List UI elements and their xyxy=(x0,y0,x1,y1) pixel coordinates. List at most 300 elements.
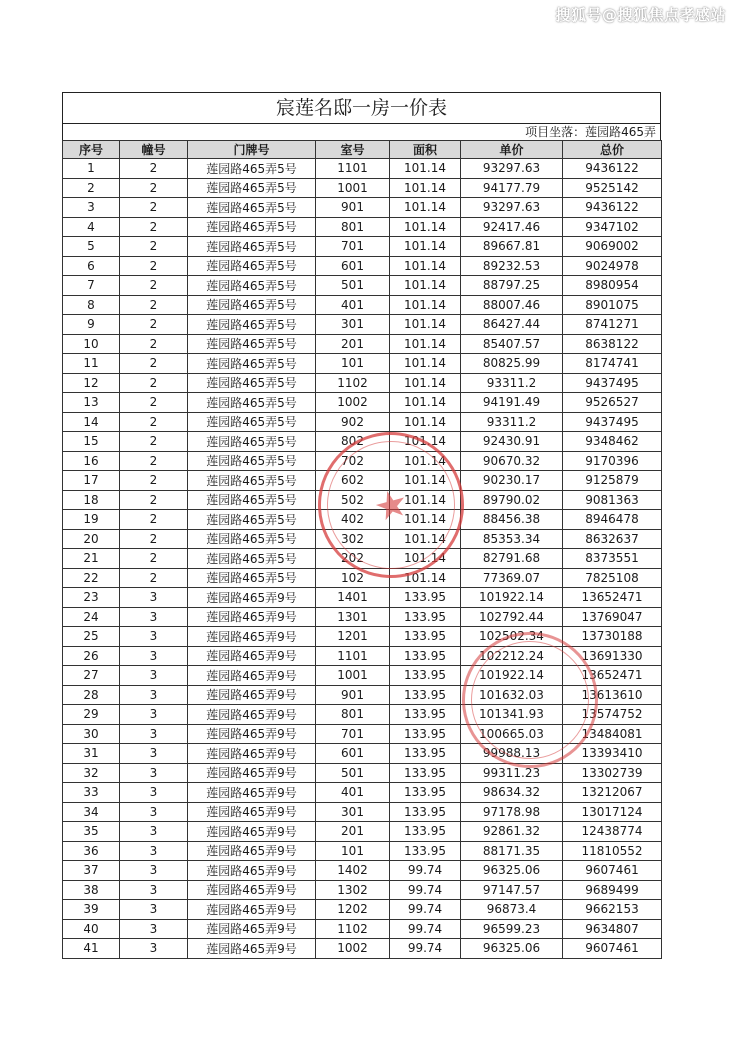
table-row xyxy=(63,529,662,549)
cell-total-price: 9348462 xyxy=(563,432,662,452)
cell-unit-price: 88456.38 xyxy=(461,510,563,530)
cell-unit-price: 89232.53 xyxy=(461,256,563,276)
cell-building: 2 xyxy=(120,276,188,296)
cell-index: 12 xyxy=(63,373,120,393)
cell-index: 22 xyxy=(63,568,120,588)
table-row xyxy=(63,880,662,900)
cell-address: 莲园路465弄9号 xyxy=(188,861,316,881)
cell-building: 3 xyxy=(120,841,188,861)
cell-total-price: 7825108 xyxy=(563,568,662,588)
cell-address: 莲园路465弄5号 xyxy=(188,256,316,276)
cell-address: 莲园路465弄5号 xyxy=(188,354,316,374)
cell-unit-price: 88797.25 xyxy=(461,276,563,296)
cell-building: 2 xyxy=(120,529,188,549)
table-row xyxy=(63,159,662,179)
cell-address: 莲园路465弄5号 xyxy=(188,373,316,393)
cell-building: 2 xyxy=(120,451,188,471)
table-row xyxy=(63,354,662,374)
cell-room: 1002 xyxy=(316,393,390,413)
table-row xyxy=(63,295,662,315)
header-room: 室号 xyxy=(316,141,390,159)
cell-address: 莲园路465弄5号 xyxy=(188,159,316,179)
cell-area: 133.95 xyxy=(390,841,461,861)
cell-room: 401 xyxy=(316,295,390,315)
cell-total-price: 8638122 xyxy=(563,334,662,354)
cell-building: 2 xyxy=(120,471,188,491)
cell-index: 41 xyxy=(63,939,120,959)
cell-address: 莲园路465弄9号 xyxy=(188,841,316,861)
cell-building: 2 xyxy=(120,412,188,432)
cell-total-price: 13769047 xyxy=(563,607,662,627)
cell-area: 99.74 xyxy=(390,861,461,881)
cell-total-price: 9634807 xyxy=(563,919,662,939)
cell-room: 101 xyxy=(316,354,390,374)
table-row xyxy=(63,412,662,432)
cell-unit-price: 92417.46 xyxy=(461,217,563,237)
cell-room: 502 xyxy=(316,490,390,510)
cell-area: 101.14 xyxy=(390,471,461,491)
cell-total-price: 9081363 xyxy=(563,490,662,510)
header-area: 面积 xyxy=(390,141,461,159)
cell-unit-price: 86427.44 xyxy=(461,315,563,335)
table-row xyxy=(63,432,662,452)
cell-address: 莲园路465弄9号 xyxy=(188,919,316,939)
cell-address: 莲园路465弄5号 xyxy=(188,432,316,452)
cell-building: 2 xyxy=(120,490,188,510)
cell-area: 133.95 xyxy=(390,685,461,705)
cell-total-price: 9436122 xyxy=(563,159,662,179)
cell-room: 102 xyxy=(316,568,390,588)
cell-room: 901 xyxy=(316,198,390,218)
cell-room: 501 xyxy=(316,763,390,783)
cell-building: 2 xyxy=(120,315,188,335)
cell-address: 莲园路465弄5号 xyxy=(188,451,316,471)
table-row xyxy=(63,471,662,491)
cell-address: 莲园路465弄5号 xyxy=(188,315,316,335)
table-row xyxy=(63,276,662,296)
cell-unit-price: 90230.17 xyxy=(461,471,563,491)
cell-unit-price: 85353.34 xyxy=(461,529,563,549)
project-location: 项目坐落：莲园路465弄 xyxy=(62,123,661,140)
cell-total-price: 9436122 xyxy=(563,198,662,218)
cell-building: 3 xyxy=(120,763,188,783)
cell-address: 莲园路465弄9号 xyxy=(188,685,316,705)
cell-total-price: 9437495 xyxy=(563,373,662,393)
cell-room: 801 xyxy=(316,217,390,237)
cell-index: 2 xyxy=(63,178,120,198)
cell-total-price: 8980954 xyxy=(563,276,662,296)
cell-building: 3 xyxy=(120,880,188,900)
sheet-title: 宸莲名邸一房一价表 xyxy=(62,92,661,123)
cell-total-price: 13393410 xyxy=(563,744,662,764)
cell-room: 201 xyxy=(316,822,390,842)
cell-area: 133.95 xyxy=(390,783,461,803)
cell-index: 33 xyxy=(63,783,120,803)
cell-address: 莲园路465弄9号 xyxy=(188,783,316,803)
cell-area: 101.14 xyxy=(390,315,461,335)
cell-index: 5 xyxy=(63,237,120,257)
cell-total-price: 9662153 xyxy=(563,900,662,920)
cell-total-price: 8946478 xyxy=(563,510,662,530)
cell-unit-price: 99988.13 xyxy=(461,744,563,764)
cell-total-price: 9125879 xyxy=(563,471,662,491)
cell-room: 1001 xyxy=(316,178,390,198)
cell-building: 2 xyxy=(120,354,188,374)
cell-room: 1202 xyxy=(316,900,390,920)
cell-unit-price: 89667.81 xyxy=(461,237,563,257)
cell-room: 101 xyxy=(316,841,390,861)
cell-address: 莲园路465弄9号 xyxy=(188,802,316,822)
table-row xyxy=(63,237,662,257)
cell-area: 99.74 xyxy=(390,919,461,939)
cell-total-price: 9347102 xyxy=(563,217,662,237)
cell-unit-price: 102502.34 xyxy=(461,627,563,647)
cell-building: 3 xyxy=(120,802,188,822)
cell-room: 901 xyxy=(316,685,390,705)
cell-area: 99.74 xyxy=(390,880,461,900)
cell-total-price: 9526527 xyxy=(563,393,662,413)
table-row xyxy=(63,588,662,608)
cell-unit-price: 94191.49 xyxy=(461,393,563,413)
header-unit-price: 单价 xyxy=(461,141,563,159)
cell-address: 莲园路465弄9号 xyxy=(188,724,316,744)
cell-area: 133.95 xyxy=(390,802,461,822)
cell-index: 34 xyxy=(63,802,120,822)
cell-total-price: 9170396 xyxy=(563,451,662,471)
cell-building: 2 xyxy=(120,159,188,179)
cell-unit-price: 88007.46 xyxy=(461,295,563,315)
table-header-row xyxy=(63,141,662,159)
table-row xyxy=(63,217,662,237)
cell-address: 莲园路465弄9号 xyxy=(188,588,316,608)
cell-building: 3 xyxy=(120,861,188,881)
table-body xyxy=(63,159,662,959)
table-row xyxy=(63,393,662,413)
cell-unit-price: 96325.06 xyxy=(461,939,563,959)
cell-building: 2 xyxy=(120,237,188,257)
cell-address: 莲园路465弄5号 xyxy=(188,510,316,530)
cell-index: 6 xyxy=(63,256,120,276)
cell-index: 38 xyxy=(63,880,120,900)
cell-address: 莲园路465弄9号 xyxy=(188,646,316,666)
table-row xyxy=(63,334,662,354)
cell-unit-price: 94177.79 xyxy=(461,178,563,198)
cell-index: 32 xyxy=(63,763,120,783)
cell-area: 101.14 xyxy=(390,256,461,276)
table-row xyxy=(63,685,662,705)
cell-room: 801 xyxy=(316,705,390,725)
price-sheet xyxy=(62,92,661,959)
cell-index: 30 xyxy=(63,724,120,744)
seal-star-icon: ★ xyxy=(368,479,414,531)
cell-address: 莲园路465弄5号 xyxy=(188,393,316,413)
header-total-price: 总价 xyxy=(563,141,662,159)
cell-total-price: 13613610 xyxy=(563,685,662,705)
cell-total-price: 13212067 xyxy=(563,783,662,803)
cell-area: 101.14 xyxy=(390,237,461,257)
cell-area: 101.14 xyxy=(390,198,461,218)
cell-total-price: 13730188 xyxy=(563,627,662,647)
header-building: 幢号 xyxy=(120,141,188,159)
cell-area: 101.14 xyxy=(390,490,461,510)
cell-total-price: 13652471 xyxy=(563,666,662,686)
cell-address: 莲园路465弄5号 xyxy=(188,237,316,257)
cell-total-price: 9525142 xyxy=(563,178,662,198)
cell-area: 101.14 xyxy=(390,412,461,432)
cell-area: 101.14 xyxy=(390,451,461,471)
cell-index: 21 xyxy=(63,549,120,569)
cell-area: 101.14 xyxy=(390,549,461,569)
cell-index: 13 xyxy=(63,393,120,413)
cell-index: 14 xyxy=(63,412,120,432)
cell-address: 莲园路465弄9号 xyxy=(188,900,316,920)
cell-total-price: 8741271 xyxy=(563,315,662,335)
cell-room: 601 xyxy=(316,744,390,764)
cell-building: 3 xyxy=(120,705,188,725)
cell-building: 3 xyxy=(120,783,188,803)
cell-address: 莲园路465弄5号 xyxy=(188,334,316,354)
table-row xyxy=(63,178,662,198)
cell-area: 133.95 xyxy=(390,588,461,608)
cell-unit-price: 97147.57 xyxy=(461,880,563,900)
cell-address: 莲园路465弄5号 xyxy=(188,217,316,237)
cell-index: 20 xyxy=(63,529,120,549)
table-row xyxy=(63,568,662,588)
cell-unit-price: 82791.68 xyxy=(461,549,563,569)
cell-room: 301 xyxy=(316,315,390,335)
cell-building: 3 xyxy=(120,939,188,959)
table-row xyxy=(63,666,662,686)
cell-building: 2 xyxy=(120,373,188,393)
cell-index: 9 xyxy=(63,315,120,335)
table-row xyxy=(63,315,662,335)
cell-room: 1402 xyxy=(316,861,390,881)
cell-room: 302 xyxy=(316,529,390,549)
cell-unit-price: 100665.03 xyxy=(461,724,563,744)
cell-area: 133.95 xyxy=(390,744,461,764)
table-row xyxy=(63,939,662,959)
cell-address: 莲园路465弄9号 xyxy=(188,607,316,627)
cell-area: 101.14 xyxy=(390,393,461,413)
cell-unit-price: 80825.99 xyxy=(461,354,563,374)
cell-room: 702 xyxy=(316,451,390,471)
cell-room: 1201 xyxy=(316,627,390,647)
cell-building: 3 xyxy=(120,646,188,666)
cell-building: 2 xyxy=(120,568,188,588)
cell-area: 101.14 xyxy=(390,529,461,549)
cell-total-price: 13017124 xyxy=(563,802,662,822)
cell-address: 莲园路465弄5号 xyxy=(188,178,316,198)
cell-area: 101.14 xyxy=(390,510,461,530)
cell-unit-price: 85407.57 xyxy=(461,334,563,354)
cell-unit-price: 96599.23 xyxy=(461,919,563,939)
cell-total-price: 9607461 xyxy=(563,939,662,959)
table-row xyxy=(63,724,662,744)
cell-building: 2 xyxy=(120,198,188,218)
table-row xyxy=(63,783,662,803)
table-row xyxy=(63,607,662,627)
table-row xyxy=(63,490,662,510)
cell-total-price: 9607461 xyxy=(563,861,662,881)
table-row xyxy=(63,744,662,764)
table-row xyxy=(63,822,662,842)
cell-index: 35 xyxy=(63,822,120,842)
table-row xyxy=(63,900,662,920)
cell-room: 501 xyxy=(316,276,390,296)
cell-area: 133.95 xyxy=(390,822,461,842)
cell-total-price: 8632637 xyxy=(563,529,662,549)
cell-unit-price: 92430.91 xyxy=(461,432,563,452)
cell-building: 2 xyxy=(120,432,188,452)
cell-index: 1 xyxy=(63,159,120,179)
cell-building: 3 xyxy=(120,607,188,627)
cell-index: 17 xyxy=(63,471,120,491)
cell-room: 301 xyxy=(316,802,390,822)
cell-address: 莲园路465弄5号 xyxy=(188,568,316,588)
cell-unit-price: 93297.63 xyxy=(461,198,563,218)
cell-unit-price: 77369.07 xyxy=(461,568,563,588)
cell-room: 1102 xyxy=(316,919,390,939)
cell-area: 101.14 xyxy=(390,178,461,198)
cell-building: 2 xyxy=(120,393,188,413)
cell-unit-price: 101922.14 xyxy=(461,588,563,608)
cell-room: 1401 xyxy=(316,588,390,608)
cell-area: 101.14 xyxy=(390,568,461,588)
cell-index: 25 xyxy=(63,627,120,647)
cell-unit-price: 101341.93 xyxy=(461,705,563,725)
cell-index: 24 xyxy=(63,607,120,627)
table-row xyxy=(63,451,662,471)
cell-index: 7 xyxy=(63,276,120,296)
cell-address: 莲园路465弄5号 xyxy=(188,412,316,432)
cell-total-price: 13302739 xyxy=(563,763,662,783)
cell-area: 101.14 xyxy=(390,354,461,374)
cell-index: 40 xyxy=(63,919,120,939)
cell-building: 3 xyxy=(120,724,188,744)
cell-address: 莲园路465弄9号 xyxy=(188,763,316,783)
cell-unit-price: 102792.44 xyxy=(461,607,563,627)
cell-total-price: 9689499 xyxy=(563,880,662,900)
price-table xyxy=(62,140,662,959)
cell-building: 3 xyxy=(120,744,188,764)
cell-total-price: 9069002 xyxy=(563,237,662,257)
cell-total-price: 8901075 xyxy=(563,295,662,315)
cell-unit-price: 93311.2 xyxy=(461,373,563,393)
cell-area: 101.14 xyxy=(390,432,461,452)
cell-unit-price: 93297.63 xyxy=(461,159,563,179)
table-row xyxy=(63,646,662,666)
cell-area: 101.14 xyxy=(390,295,461,315)
cell-address: 莲园路465弄5号 xyxy=(188,295,316,315)
cell-total-price: 11810552 xyxy=(563,841,662,861)
cell-index: 39 xyxy=(63,900,120,920)
cell-total-price: 9024978 xyxy=(563,256,662,276)
cell-room: 701 xyxy=(316,724,390,744)
cell-building: 3 xyxy=(120,685,188,705)
cell-index: 8 xyxy=(63,295,120,315)
cell-building: 2 xyxy=(120,217,188,237)
cell-unit-price: 101922.14 xyxy=(461,666,563,686)
cell-room: 1001 xyxy=(316,666,390,686)
cell-address: 莲园路465弄5号 xyxy=(188,529,316,549)
cell-building: 2 xyxy=(120,295,188,315)
cell-room: 802 xyxy=(316,432,390,452)
table-row xyxy=(63,373,662,393)
cell-address: 莲园路465弄5号 xyxy=(188,471,316,491)
cell-total-price: 9437495 xyxy=(563,412,662,432)
watermark-text: 搜狐号@搜狐焦点孝感站 xyxy=(555,6,726,24)
cell-index: 11 xyxy=(63,354,120,374)
table-row xyxy=(63,256,662,276)
cell-building: 2 xyxy=(120,178,188,198)
cell-area: 133.95 xyxy=(390,627,461,647)
cell-area: 101.14 xyxy=(390,159,461,179)
table-row xyxy=(63,510,662,530)
cell-area: 101.14 xyxy=(390,334,461,354)
table-row xyxy=(63,705,662,725)
table-row xyxy=(63,198,662,218)
cell-room: 1301 xyxy=(316,607,390,627)
cell-building: 3 xyxy=(120,822,188,842)
table-row xyxy=(63,627,662,647)
cell-index: 31 xyxy=(63,744,120,764)
cell-total-price: 13691330 xyxy=(563,646,662,666)
cell-unit-price: 88171.35 xyxy=(461,841,563,861)
cell-unit-price: 99311.23 xyxy=(461,763,563,783)
cell-area: 133.95 xyxy=(390,763,461,783)
table-row xyxy=(63,549,662,569)
cell-building: 2 xyxy=(120,334,188,354)
cell-unit-price: 96325.06 xyxy=(461,861,563,881)
cell-index: 23 xyxy=(63,588,120,608)
cell-building: 2 xyxy=(120,256,188,276)
cell-index: 26 xyxy=(63,646,120,666)
cell-address: 莲园路465弄9号 xyxy=(188,744,316,764)
cell-unit-price: 93311.2 xyxy=(461,412,563,432)
cell-index: 16 xyxy=(63,451,120,471)
cell-unit-price: 92861.32 xyxy=(461,822,563,842)
cell-room: 402 xyxy=(316,510,390,530)
cell-address: 莲园路465弄9号 xyxy=(188,666,316,686)
cell-room: 602 xyxy=(316,471,390,491)
cell-index: 29 xyxy=(63,705,120,725)
cell-room: 601 xyxy=(316,256,390,276)
header-index: 序号 xyxy=(63,141,120,159)
cell-index: 18 xyxy=(63,490,120,510)
cell-room: 401 xyxy=(316,783,390,803)
cell-index: 36 xyxy=(63,841,120,861)
cell-address: 莲园路465弄9号 xyxy=(188,627,316,647)
cell-room: 202 xyxy=(316,549,390,569)
cell-unit-price: 97178.98 xyxy=(461,802,563,822)
cell-area: 133.95 xyxy=(390,607,461,627)
cell-index: 37 xyxy=(63,861,120,881)
cell-area: 101.14 xyxy=(390,276,461,296)
cell-building: 3 xyxy=(120,627,188,647)
cell-address: 莲园路465弄5号 xyxy=(188,198,316,218)
cell-unit-price: 102212.24 xyxy=(461,646,563,666)
cell-index: 27 xyxy=(63,666,120,686)
cell-address: 莲园路465弄5号 xyxy=(188,276,316,296)
cell-room: 201 xyxy=(316,334,390,354)
cell-total-price: 8373551 xyxy=(563,549,662,569)
cell-area: 99.74 xyxy=(390,900,461,920)
cell-index: 3 xyxy=(63,198,120,218)
cell-area: 133.95 xyxy=(390,705,461,725)
cell-total-price: 12438774 xyxy=(563,822,662,842)
cell-room: 1102 xyxy=(316,373,390,393)
cell-address: 莲园路465弄9号 xyxy=(188,939,316,959)
